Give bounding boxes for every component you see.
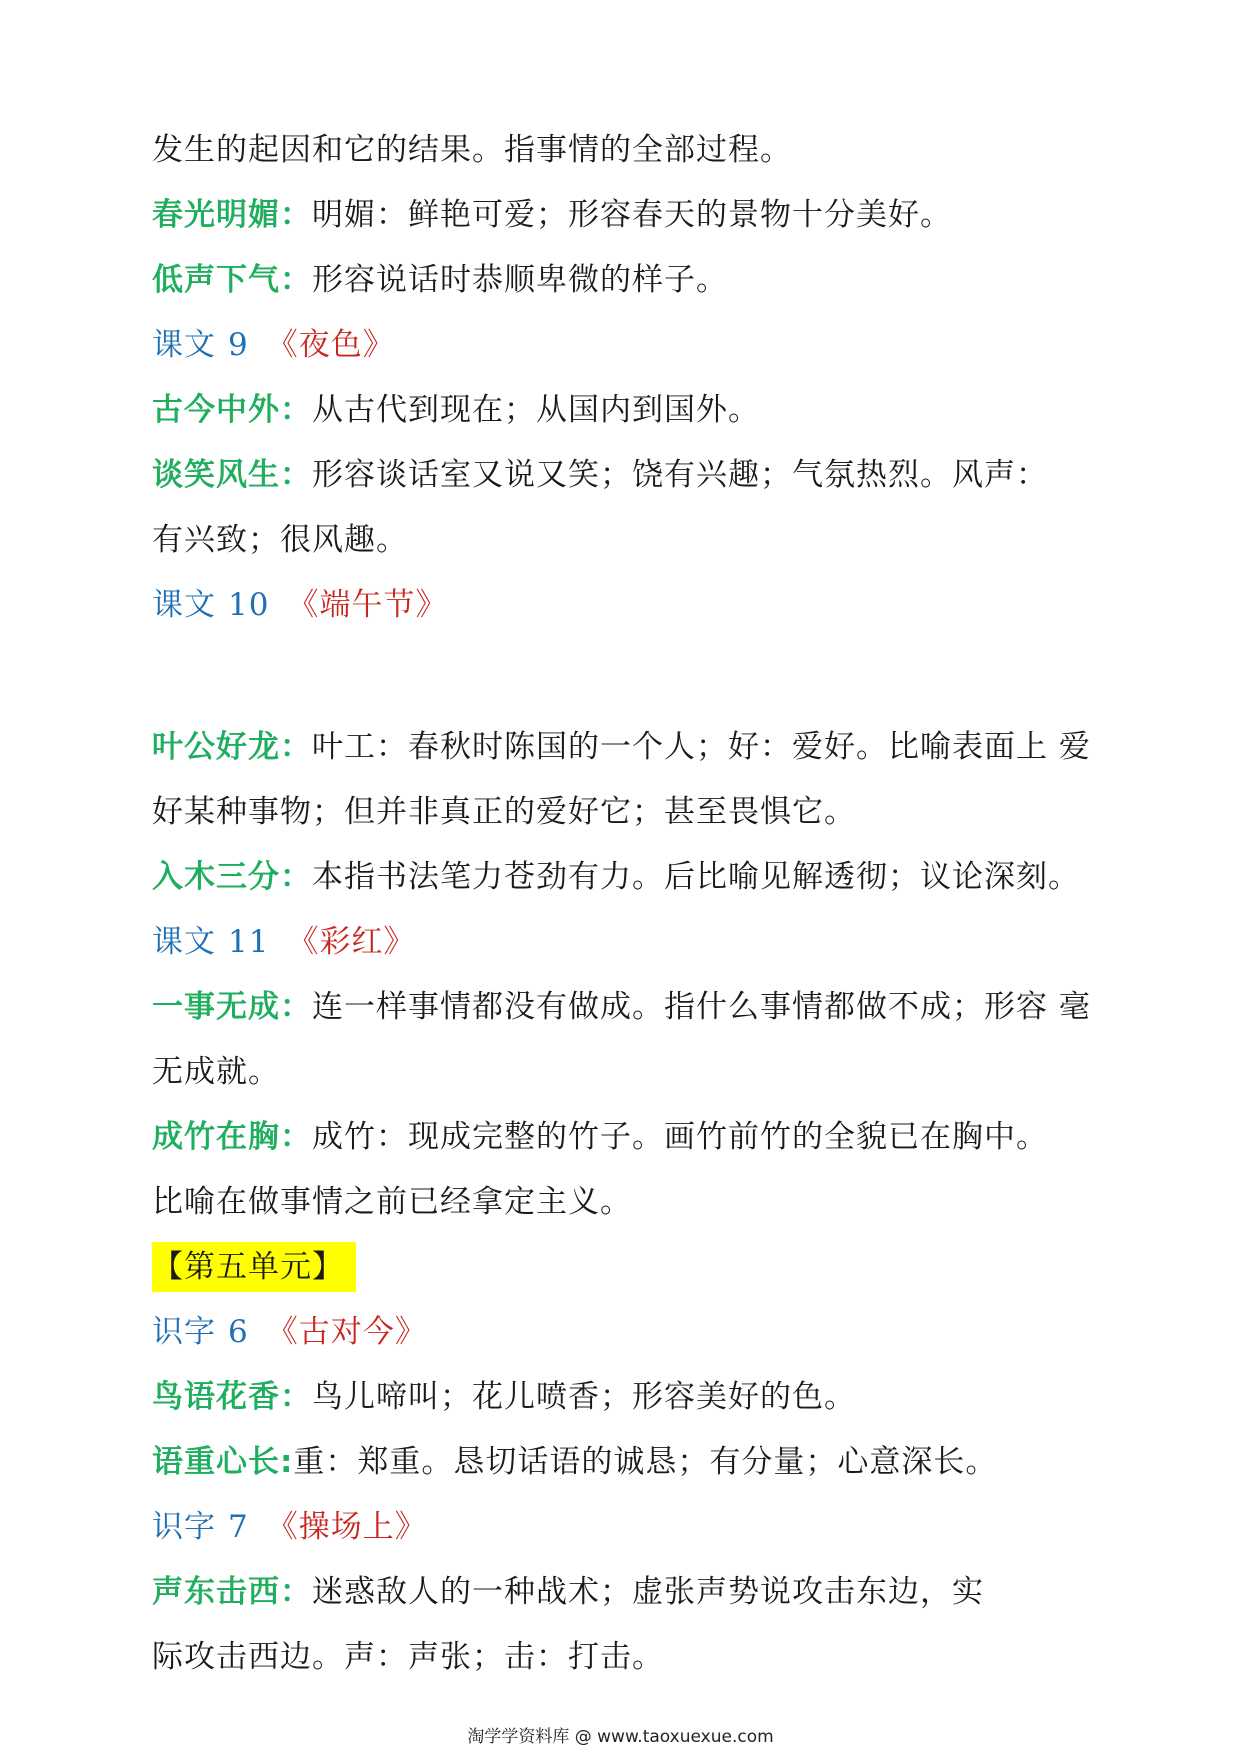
lesson-title: 《夜色》 bbox=[266, 327, 395, 363]
idiom-term: 叶公好龙： bbox=[152, 729, 312, 765]
idiom-entry bbox=[152, 1365, 1072, 1430]
definition-text: 本指书法笔力苍劲有力。后比喻见解透彻；议论深刻。 bbox=[312, 859, 1080, 895]
definition-text: 比喻在做事情之前已经拿定主义。 bbox=[152, 1184, 632, 1220]
lesson-label: 识字 bbox=[152, 1314, 216, 1350]
idiom-entry bbox=[152, 715, 1091, 780]
definition-text: 连一样事情都没有做成。指什么事情都做不成；形容 毫 bbox=[312, 989, 1091, 1025]
lesson-title: 《古对今》 bbox=[266, 1314, 427, 1350]
definition-text: 明媚：鲜艳可爱；形容春天的景物十分美好。 bbox=[312, 197, 952, 233]
idiom-entry bbox=[152, 1105, 1072, 1170]
idiom-entry bbox=[152, 1430, 1072, 1495]
idiom-term: 春光明媚： bbox=[152, 197, 312, 233]
idiom-entry bbox=[152, 845, 1080, 910]
definition-text: 形容说话时恭顺卑微的样子。 bbox=[312, 262, 728, 298]
idiom-term: 低声下气： bbox=[152, 262, 312, 298]
definition-text: 际攻击西边。声：声张；击：打击。 bbox=[152, 1639, 664, 1675]
idiom-term: 谈笑风生： bbox=[152, 457, 312, 493]
lesson-label: 课文 bbox=[152, 587, 216, 623]
document-page bbox=[152, 118, 1091, 1690]
definition-text: 从古代到现在；从国内到国外。 bbox=[312, 392, 760, 428]
lesson-title: 《端午节》 bbox=[287, 587, 448, 623]
idiom-entry bbox=[152, 248, 1072, 313]
definition-text: 成竹：现成完整的竹子。画竹前竹的全貌已在胸中。 bbox=[312, 1119, 1048, 1155]
idiom-term: 语重心长: bbox=[152, 1444, 294, 1480]
definition-text: 好某种事物；但并非真正的爱好它；甚至畏惧它。 bbox=[152, 794, 856, 830]
blank-space bbox=[152, 638, 1072, 715]
definition-text: 有兴致；很风趣。 bbox=[152, 522, 408, 558]
definition-text: 鸟儿啼叫；花儿喷香；形容美好的色。 bbox=[312, 1379, 856, 1415]
idiom-entry bbox=[152, 378, 1072, 443]
lesson-label: 课文 bbox=[152, 924, 216, 960]
unit-heading: 【第五单元】 bbox=[152, 1242, 356, 1292]
lesson-title: 《操场上》 bbox=[266, 1509, 427, 1545]
text-line bbox=[152, 118, 1072, 183]
idiom-entry bbox=[152, 443, 1072, 508]
text-line bbox=[152, 508, 1072, 573]
lesson-title: 《彩红》 bbox=[287, 924, 416, 960]
definition-text: 形容谈话室又说又笑；饶有兴趣；气氛热烈。风声： bbox=[312, 457, 1048, 493]
lesson-label: 识字 bbox=[152, 1509, 216, 1545]
text-line bbox=[152, 780, 1072, 845]
lesson-heading bbox=[152, 313, 1072, 378]
lesson-label: 课文 bbox=[152, 327, 216, 363]
idiom-entry bbox=[152, 1560, 1072, 1625]
text-line bbox=[152, 1040, 1072, 1105]
idiom-term: 声东击西： bbox=[152, 1574, 312, 1610]
lesson-heading bbox=[152, 1495, 1072, 1560]
lesson-number: 11 bbox=[228, 924, 270, 960]
lesson-heading bbox=[152, 910, 1072, 975]
definition-text: 叶工：春秋时陈国的一个人；好：爱好。比喻表面上 爱 bbox=[312, 729, 1091, 765]
lesson-number: 6 bbox=[228, 1314, 249, 1350]
idiom-term: 古今中外： bbox=[152, 392, 312, 428]
lesson-heading bbox=[152, 1300, 1072, 1365]
lesson-heading bbox=[152, 573, 1072, 638]
idiom-term: 成竹在胸： bbox=[152, 1119, 312, 1155]
lesson-number: 9 bbox=[228, 327, 249, 363]
definition-text: 迷惑敌人的一种战术；虚张声势说攻击东边，实 bbox=[312, 1574, 984, 1610]
text-line bbox=[152, 1170, 1072, 1235]
definition-text: 重：郑重。恳切话语的诚恳；有分量；心意深长。 bbox=[293, 1444, 998, 1480]
lesson-number: 10 bbox=[228, 587, 270, 623]
lesson-number: 7 bbox=[228, 1509, 249, 1545]
idiom-term: 鸟语花香： bbox=[152, 1379, 312, 1415]
idiom-term: 入木三分： bbox=[152, 859, 312, 895]
definition-text: 无成就。 bbox=[152, 1054, 280, 1090]
unit-heading-row bbox=[152, 1235, 1072, 1300]
idiom-entry bbox=[152, 975, 1091, 1040]
text-line bbox=[152, 1625, 1072, 1690]
footer-watermark: 淘学学资料库 @ www.taoxuexue.com bbox=[467, 1727, 774, 1747]
idiom-term: 一事无成： bbox=[152, 989, 312, 1025]
definition-text: 发生的起因和它的结果。指事情的全部过程。 bbox=[152, 132, 792, 168]
idiom-entry bbox=[152, 183, 1072, 248]
